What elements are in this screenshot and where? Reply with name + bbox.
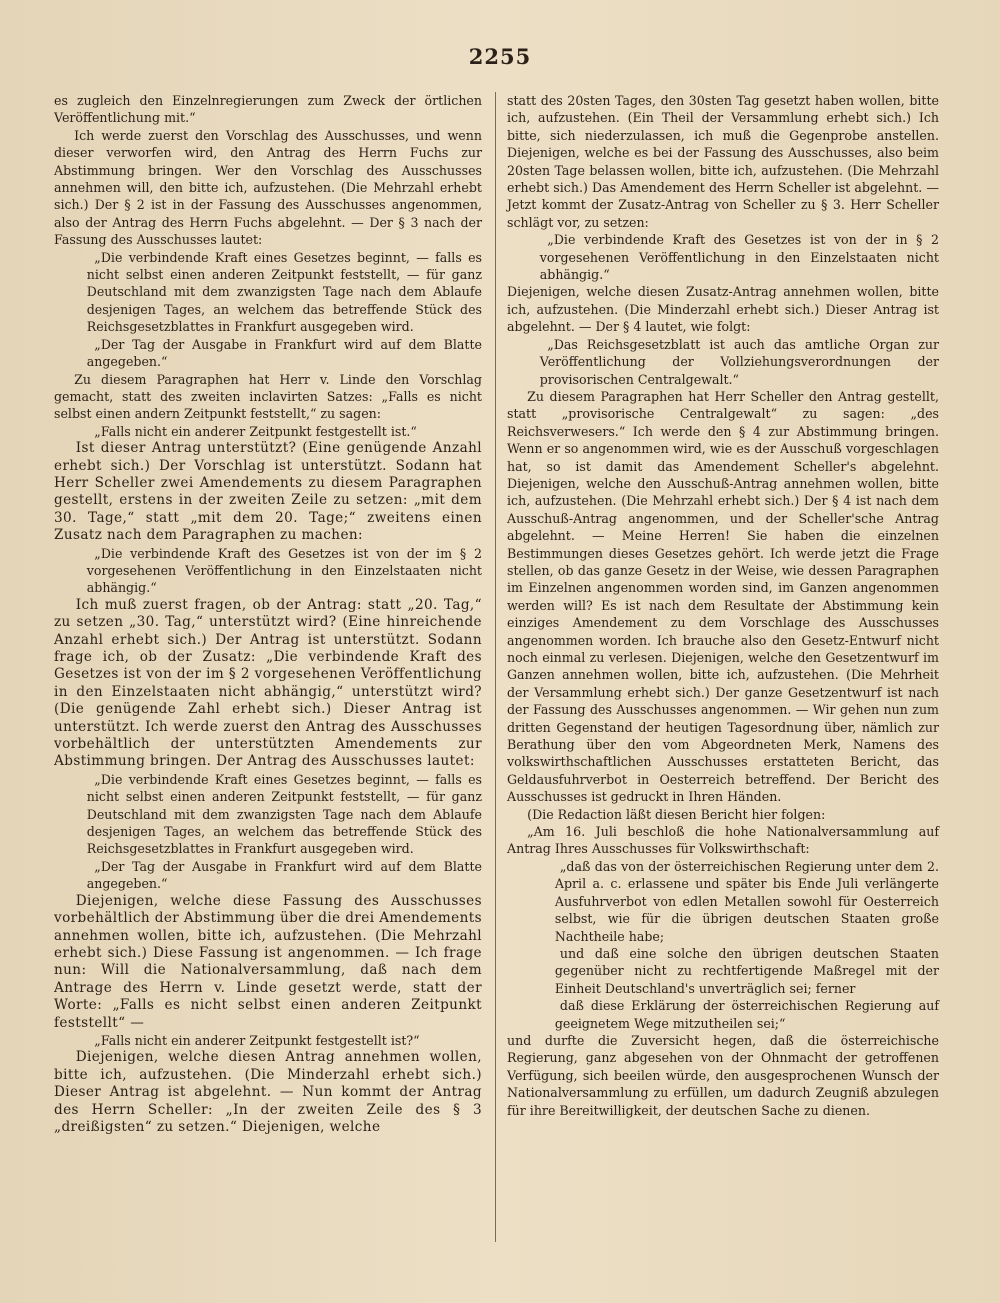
paragraph: „Die verbindende Kraft eines Gesetzes beginnt, — falls es nicht selbst einen anderen Zeitpunkt feststellt, — für ganz Deutschland mit dem zwanzigsten Tage nach dem Ablaufe desjenigen Tages, an welchem das betreffende Stück des Reichsgesetzblattes in Frankfurt ausgegeben wird. — [86, 249, 482, 335]
paragraph: „Die verbindende Kraft eines Gesetzes beginnt, — falls es nicht selbst einen anderen Zeitpunkt feststellt, — für ganz Deutschland mit dem zwanzigsten Tage nach dem Ablaufe desjenigen Tages, an welchem das betreffende Stück des Reichsgesetzblattes in Frankfurt ausgegeben wird. — [86, 771, 482, 857]
paragraph: Ist dieser Antrag unterstützt? (Eine genügende Anzahl erhebt sich.) Der Vorschlag ist unterstützt. Sodann hat Herr Scheller zwei Amendements zu diesem Paragraphen gestellt, erstens in der zweiten Zeile zu setzen: „mit dem 30. Tage,“ statt „mit dem 20. Tage;“ zweitens einen Zusatz nach dem Paragraphen zu machen: — [54, 440, 482, 544]
paragraph: und durfte die Zuversicht hegen, daß die österreichische Regierung, ganz abgesehen von der Ohnmacht der getroffenen Verfügung, sich beeilen würde, den ausgesprochenen Wunsch der Nationalversammlung zu erfüllen, um dadurch Zeugniß abzulegen für ihre Bereitwilligkeit, der deutschen Sache zu dienen. — [507, 1032, 939, 1118]
page-number: 2255 — [468, 44, 532, 69]
paragraph: „daß das von der österreichischen Regierung unter dem 2. April a. c. erlassene und später bis Ende Juli verlängerte Ausfuhrverbot von edlen Metallen sowohl für Oesterreich selbst, wie für die übrigen deutschen Staaten große Nachtheile habe; — [554, 858, 939, 944]
paragraph: „Falls nicht ein anderer Zeitpunkt festgestellt ist?“ — [94, 1032, 420, 1048]
paragraph: Zu diesem Paragraphen hat Herr v. Linde den Vorschlag gemacht, statt des zweiten inclavirten Satzes: „Falls es nicht selbst einen andern Zeitpunkt feststellt,“ zu sagen: — [54, 371, 482, 422]
paragraph: „Der Tag der Ausgabe in Frankfurt wird auf dem Blatte angegeben.“ — [86, 336, 482, 370]
paragraph: „Die verbindende Kraft des Gesetzes ist von der im § 2 vorgesehenen Veröffentlichung in den Einzelstaaten nicht abhängig.“ — [86, 545, 482, 596]
paragraph: Diejenigen, welche diese Fassung des Ausschusses vorbehältlich der Abstimmung über die drei Amendements annehmen wollen, bitte ich, aufzustehen. (Die Mehrzahl erhebt sich.) Diese Fassung ist angenommen. — Ich frage nun: Will die Nationalversammlung, daß nach dem Antrage des Herrn v. Linde gesetzt werde, statt der Worte: „Falls es nicht selbst einen anderen Zeitpunkt feststellt“ — — [54, 892, 482, 1031]
paragraph: Ich muß zuerst fragen, ob der Antrag: statt „20. Tag,“ zu setzen „30. Tag,“ unterstützt wird? (Eine hinreichende Anzahl erhebt sich.) Der Antrag ist unterstützt. Sodann frage ich, ob der Zusatz: „Die verbindende Kraft des Gesetzes ist von der im § 2 vorgesehenen Veröffentlichung in den Einzelstaaten nicht abhängig,“ unterstützt wird? (Die genügende Zahl erhebt sich.) Dieser Antrag ist unterstützt. Ich werde zuerst den Antrag des Ausschusses vorbehältlich der unterstützten Amendements zur Abstimmung bringen. Der Antrag des Ausschusses lautet: — [54, 596, 482, 770]
right-column — [507, 92, 939, 1119]
paragraph: „Das Reichsgesetzblatt ist auch das amtliche Organ zur Veröffentlichung der Vollziehungsverordnungen der provisorischen Centralgewalt.“ — [539, 336, 939, 387]
paragraph: statt des 20sten Tages, den 30sten Tag gesetzt haben wollen, bitte ich, aufzustehen. (Ein Theil der Versammlung erhebt sich.) Ich bitte, sich niederzulassen, ich muß die Gegenprobe anstellen. Diejenigen, welche es bei der Fassung des Ausschusses, also beim 20sten Tage belassen wollen, bitte ich, aufzustehen. (Die Mehrzahl erhebt sich.) Das Amendement des Herrn Scheller ist abgelehnt. — Jetzt kommt der Zusatz-Antrag von Scheller zu § 3. Herr Scheller schlägt vor, zu setzen: — [507, 93, 939, 230]
paragraph: Zu diesem Paragraphen hat Herr Scheller den Antrag gestellt, statt „provisorische Centralgewalt“ zu sagen: „des Reichsverwesers.“ Ich werde den § 4 zur Abstimmung bringen. Wenn er so angenommen wird, wie es der Ausschuß vorgeschlagen hat, so ist damit das Amendement Scheller's abgelehnt. Diejenigen, welche den Ausschuß-Antrag annehmen wollen, bitte ich, aufzustehen. (Die Mehrzahl erhebt sich.) Der § 4 ist nach dem Ausschuß-Antrag angenommen, und der Scheller'sche Antrag abgelehnt. — Meine Herren! Sie haben die einzelnen Bestimmungen dieses Gesetzes gehört. Ich werde jetzt die Frage stellen, ob das ganze Gesetz in der Weise, wie dessen Paragraphen im Einzelnen angenommen worden sind, im Ganzen angenommen werden will? Es ist nach dem Resultate der Abstimmung kein einziges Amendement zu dem Vorschlage des Ausschusses angenommen worden. Ich brauche also den Gesetz-Entwurf nicht noch einmal zu verlesen. Diejenigen, welche den Gesetzentwurf im Ganzen annehmen wollen, bitte ich, aufzustehen. (Die Mehrheit der Versammlung erhebt sich.) Der ganze Gesetzentwurf ist nach der Fassung des Ausschusses angenommen. — Wir gehen nun zum dritten Gegenstand der heutigen Tagesordnung über, nämlich zur Berathung über den vom Abgeordneten Merk, Namens des volkswirthschaftlichen Ausschusses erstatteten Bericht, das Geldausfuhrverbot in Oesterreich betreffend. Der Bericht des Ausschusses ist gedruckt in Ihren Händen. — [507, 388, 939, 805]
paragraph: daß diese Erklärung der österreichischen Regierung auf geeignetem Wege mitzutheilen sei;“ — [554, 998, 939, 1031]
paragraph: Diejenigen, welche diesen Antrag annehmen wollen, bitte ich, aufzustehen. (Die Minderzahl erhebt sich.) Dieser Antrag ist abgelehnt. — Nun kommt der Antrag des Herrn Scheller: „In der zweiten Zeile des § 3 „dreißigsten“ zu setzen.“ Diejenigen, welche — [54, 1049, 482, 1135]
column-divider — [495, 92, 496, 1242]
paragraph: „Falls nicht ein anderer Zeitpunkt festgestellt ist.“ — [94, 423, 417, 439]
paragraph: „Am 16. Juli beschloß die hohe Nationalversammlung auf Antrag Ihres Ausschusses für Volkswirthschaft: — [507, 824, 939, 857]
paragraph: Diejenigen, welche diesen Zusatz-Antrag annehmen wollen, bitte ich, aufzustehen. (Die Minderzahl erhebt sich.) Dieser Antrag ist abgelehnt. — Der § 4 lautet, wie folgt: — [507, 284, 939, 335]
paragraph: Ich werde zuerst den Vorschlag des Ausschusses, und wenn dieser verworfen wird, den Antrag des Herrn Fuchs zur Abstimmung bringen. Wer den Vorschlag des Ausschusses annehmen will, den bitte ich, aufzustehen. (Die Mehrzahl erhebt sich.) Der § 2 ist in der Fassung des Ausschusses angenommen, also der Antrag des Herrn Fuchs abgelehnt. — Der § 3 nach der Fassung des Ausschusses lautet: — [54, 127, 482, 248]
paragraph: es zugleich den Einzelnregierungen zum Zweck der örtlichen Veröffentlichung mit.“ — [54, 93, 482, 126]
left-column — [54, 92, 482, 1136]
paragraph: „Die verbindende Kraft des Gesetzes ist von der in § 2 vorgesehenen Veröffentlichung in den Einzelstaaten nicht abhängig.“ — [539, 232, 939, 283]
paragraph: (Die Redaction läßt diesen Bericht hier folgen: — [527, 806, 826, 822]
paragraph: „Der Tag der Ausgabe in Frankfurt wird auf dem Blatte angegeben.“ — [86, 858, 482, 892]
paragraph: und daß eine solche den übrigen deutschen Staaten gegenüber nicht zu rechtfertigende Maßregel mit der Einheit Deutschland's unverträglich sei; ferner — [554, 945, 939, 996]
